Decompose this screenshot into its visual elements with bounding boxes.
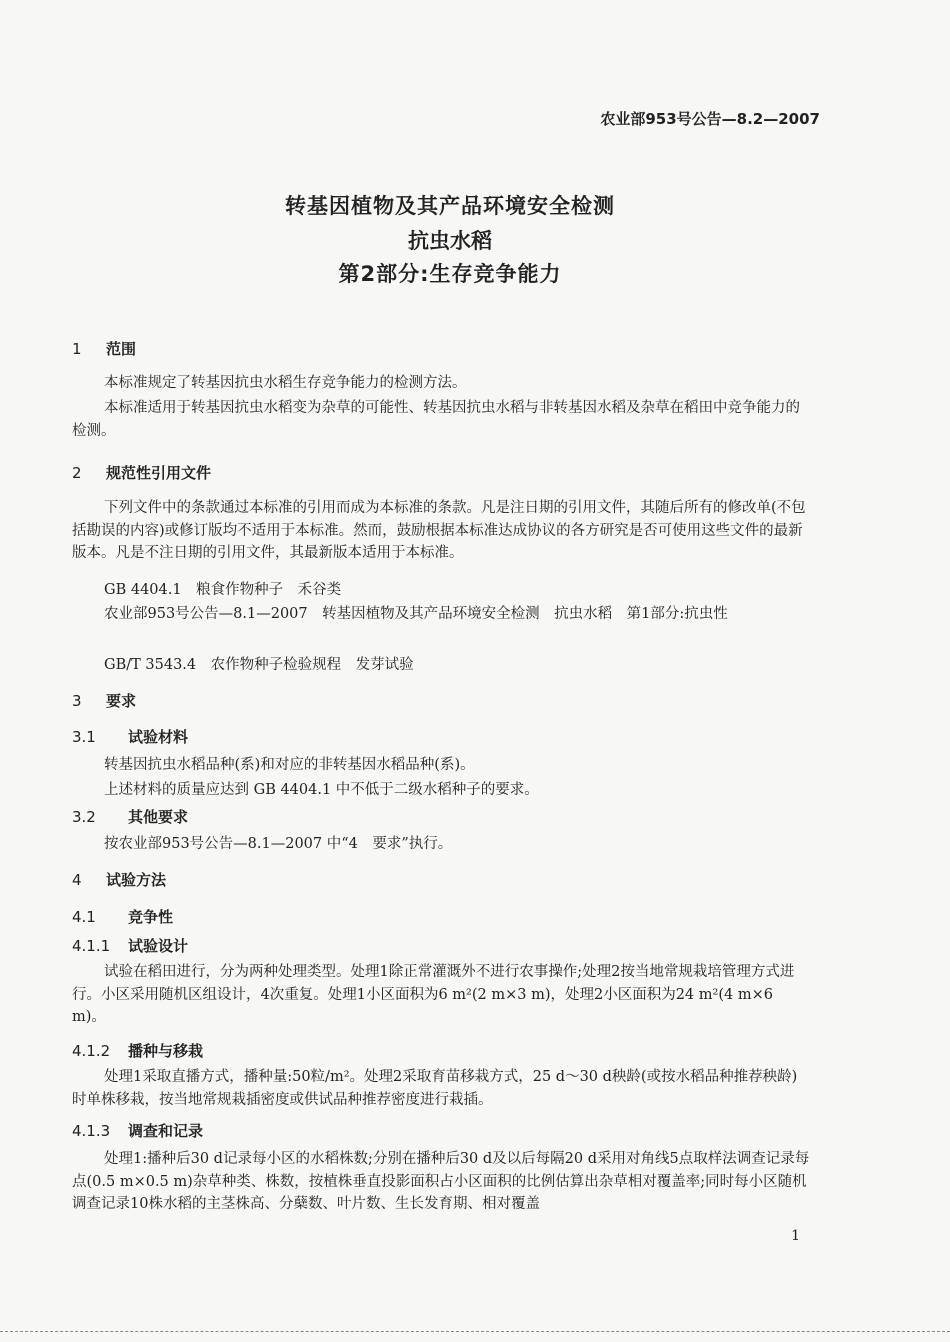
paragraph: 转基因抗虫水稻品种(系)和对应的非转基因水稻品种(系)。 — [104, 757, 475, 773]
section-heading: 4 试验方法 — [72, 871, 167, 889]
section-heading: 2 规范性引用文件 — [72, 464, 212, 482]
reference-item: 农业部953号公告—8.1—2007 转基因植物及其产品环境安全检测 抗虫水稻 第1部分:抗虫性 — [104, 606, 728, 622]
title-line-1: 转基因植物及其产品环境安全检测 — [285, 194, 615, 218]
paragraph: 上述材料的质量应达到 GB 4404.1 中不低于二级水稻种子的要求。 — [104, 782, 539, 798]
subsection-heading: 4.1.2 播种与移栽 — [72, 1042, 204, 1060]
page-edge-rule — [0, 1331, 950, 1332]
standard-number: 农业部953号公告—8.2—2007 — [600, 110, 820, 128]
subsection-heading: 4.1.1 试验设计 — [72, 937, 189, 955]
subsection-heading: 3.1 试验材料 — [72, 728, 189, 746]
paragraph: 本标准规定了转基因抗虫水稻生存竞争能力的检测方法。 — [104, 375, 467, 391]
section-heading: 1 范围 — [72, 340, 137, 358]
paragraph: 处理1:播种后30 d记录每小区的水稻株数;分别在播种后30 d及以后每隔20 d采用对角线5点取样法调查记录每点(0.5 m×0.5 m)杂草种类、株数，按植株垂直投影面积占小区面积的比例估算出杂草相对覆盖率;同时每小区随机调查记录10株水稻的主茎株高、分蘖数、叶片数、生长发育期、相对覆盖 — [72, 1151, 810, 1212]
page-number: 1 — [791, 1228, 800, 1244]
subsection-heading: 4.1.3 调查和记录 — [72, 1122, 204, 1140]
reference-item: GB 4404.1 粮食作物种子 禾谷类 — [104, 582, 342, 598]
paragraph: 按农业部953号公告—8.1—2007 中“4 要求”执行。 — [104, 836, 453, 852]
title-line-2: 抗虫水稻 — [408, 229, 492, 253]
section-heading: 3 要求 — [72, 692, 137, 710]
paragraph: 试验在稻田进行，分为两种处理类型。处理1除正常灌溉外不进行农事操作;处理2按当地常规栽培管理方式进行。小区采用随机区组设计，4次重复。处理1小区面积为6 m²(2 m×3 m)，处理2小区面积为24 m²(4 m×6 m)。 — [72, 964, 795, 1025]
subsection-heading: 3.2 其他要求 — [72, 808, 189, 826]
paragraph: 下列文件中的条款通过本标准的引用而成为本标准的条款。凡是注日期的引用文件，其随后所有的修改单(不包括勘误的内容)或修订版均不适用于本标准。然而，鼓励根据本标准达成协议的各方研究是否可使用这些文件的最新版本。凡是不注日期的引用文件，其最新版本适用于本标准。 — [72, 500, 806, 561]
subsection-heading: 4.1 竞争性 — [72, 908, 174, 926]
paragraph: 本标准适用于转基因抗虫水稻变为杂草的可能性、转基因抗虫水稻与非转基因水稻及杂草在稻田中竞争能力的检测。 — [72, 400, 800, 439]
reference-item: GB/T 3543.4 农作物种子检验规程 发芽试验 — [104, 657, 414, 673]
title-line-3: 第2部分:生存竞争能力 — [338, 262, 562, 286]
paragraph: 处理1采取直播方式，播种量:50粒/m²。处理2采取育苗移栽方式，25 d～30 d秧龄(或按水稻品种推荐秧龄)时单株移栽，按当地常规栽插密度或供试品种推荐密度进行栽插。 — [72, 1069, 798, 1108]
